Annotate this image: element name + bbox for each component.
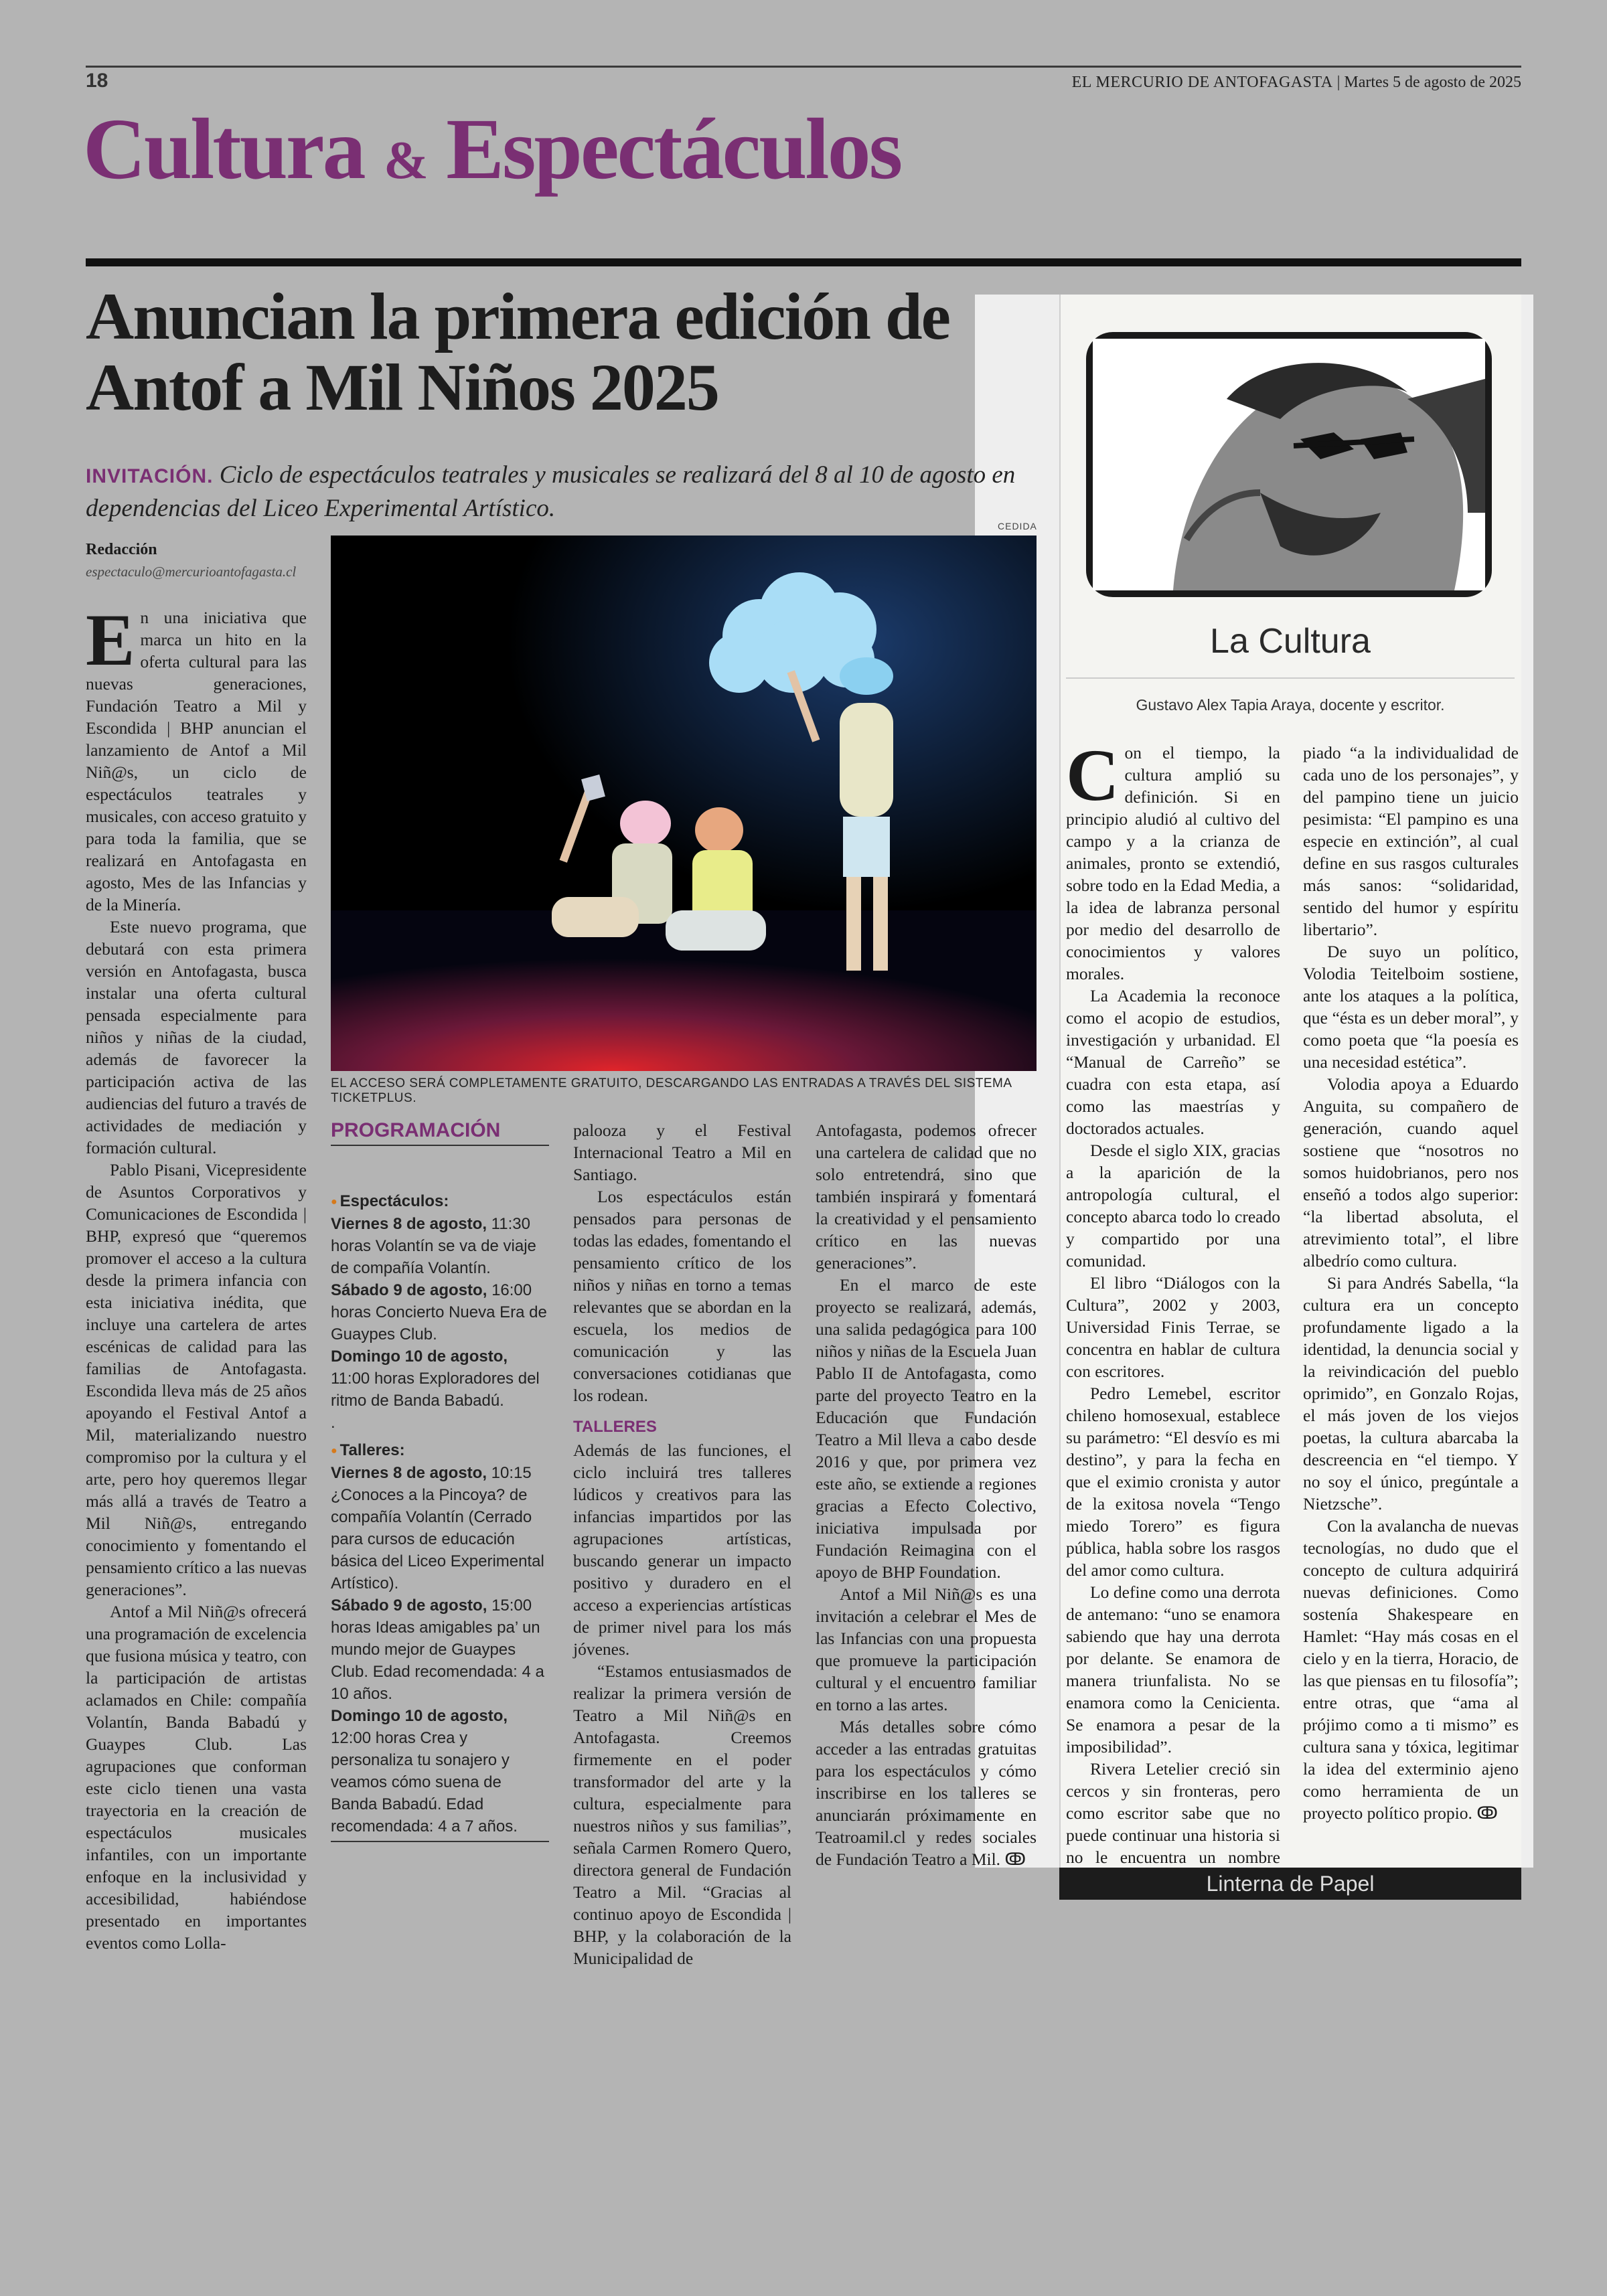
article-paragraph: Antofagasta, podemos ofrecer una cartelera de calidad que no solo entretendrá, sino que también inspirará y fomentará la creatividad y el pensamiento crítico en las nuevas generaciones”. — [816, 1121, 1037, 1273]
schedule-date: Domingo 10 de agosto, — [331, 1707, 508, 1726]
opinion-column-name: La Cultura — [1210, 622, 1371, 661]
separator-dot: . — [331, 1414, 335, 1432]
opinion-paragraph: Rivera Letelier creció sin cercos y sin fronteras, pero como escritor sabe que no puede continuar una historia si no le encuentra un nombre — [1066, 1759, 1280, 1867]
schedule-item — [331, 1705, 549, 1837]
article-photo — [331, 536, 1037, 1071]
espectaculos-heading: ● Espectáculos: — [331, 1190, 549, 1213]
article-paragraph: Más detalles sobre cómo acceder a las entradas gratuitas para los espectáculos y cómo inscribirse en los talleres se anunciarán próximamente en Teatroamil.cl y redes sociales de Fundación Teatro a Mil. ↂ — [816, 1717, 1037, 1869]
schedule-item — [331, 1462, 549, 1594]
article-paragraph: “Estamos entusiasmados de realizar la primera versión de Teatro a Mil Niñ@s en Antofagasta. Creemos firmemente en el poder transformador del arte y la cultura, especialmente para nuestros niños y sus familias”, señala Carmen Romero Quero, directora general de Fundación Teatro a Mil. “Gracias al continuo apoyo de Escondida | BHP, y la colaboración de la Municipalidad de — [573, 1661, 791, 1968]
schedule-item — [331, 1345, 549, 1412]
opinion-paragraph: Pedro Lemebel, escritor chileno homosexual, establece su parámetro: “El desvío es mi destino”, y para la fecha en que el eximio cronista y autor de la exitosa novela “Tengo miedo Torero” es figura pública, habla sobre los rasgos del amor como cultura. — [1066, 1384, 1280, 1580]
newspaper-masthead — [1072, 74, 1521, 92]
article-column-1 — [86, 599, 307, 1953]
byline: Redacción — [86, 541, 157, 558]
schedule-date: Viernes 8 de agosto, — [331, 1464, 487, 1483]
issue-date: Martes 5 de agosto de 2025 — [1344, 74, 1521, 91]
schedule-description: 11:30 horas Volantín se va de viaje de compañía Volantín. — [331, 1215, 536, 1278]
opinion-paragraph: Volodia apoya a Eduardo Anguita, su compañero de generación, cuando aquel sostiene que “nosotros no somos huidobrianos, pero nos enseñó a todos algo superior: “la libertad absoluta, el atrevimiento total”, el libre albedrío como cultura. — [1303, 1074, 1519, 1270]
section-title-part1: Cultura — [83, 101, 364, 197]
section-title-amp: & — [384, 131, 427, 190]
schedule-description: 10:15 ¿Conoces a la Pincoya? de compañía Volantín (Cerrado para cursos de educación básica del Liceo Experimental Artístico). — [331, 1464, 544, 1593]
opinion-paragraph — [1066, 734, 1280, 985]
section-title — [83, 99, 901, 199]
lead-kicker: INVITACIÓN. — [86, 465, 214, 487]
schedule-description: 11:00 horas Exploradores del ritmo de Banda Babadú. — [331, 1370, 540, 1410]
programacion-title: PROGRAMACIÓN — [331, 1119, 501, 1141]
talleres-heading: ● Talleres: — [331, 1439, 549, 1462]
author-portrait-illustration — [1093, 339, 1485, 590]
masthead-separator: | — [1336, 74, 1345, 91]
talleres-subhead: TALLERES — [573, 1418, 657, 1436]
programacion-rule-top — [331, 1145, 549, 1146]
section-rule — [86, 258, 1521, 266]
opinion-rule — [1066, 677, 1515, 679]
schedule-date: Sábado 9 de agosto, — [331, 1281, 487, 1300]
article-paragraph: En el marco de este proyecto se realizará, además, una salida pedagógica para 100 niños y niñas de la Escuela Juan Pablo II de Antofagasta, como parte del proyecto Teatro en la Educación que Fundación Teatro a Mil lleva a cabo desde 2016 y que, por primera vez este año, se extiende a regiones gracias a Efecto Colectivo, iniciativa impulsada por Fundación Reimagina con el apoyo de BHP Foundation. — [816, 1275, 1037, 1582]
programacion-rule-bottom — [331, 1841, 549, 1842]
newspaper-name: EL MERCURIO DE ANTOFAGASTA — [1071, 74, 1333, 91]
article-paragraph: Antof a Mil Niñ@s ofrecerá una programación de excelencia que fusiona música y teatro, con la participación de artistas aclamados en Chile: compañía Volantín, Banda Babadú y Guaypes Club. Las agrupaciones que conforman este ciclo tienen una vasta trayectoria en la creación de espectáculos musicales infantiles, con un importante enfoque en la inclusividad y accesibilidad, habiéndose presentado en importantes eventos como Lolla- — [86, 1602, 307, 1953]
schedule-item — [331, 1279, 549, 1345]
paragraph-text: n una iniciativa que marca un hito en la oferta cultural para las nuevas generaciones, Fundación Teatro a Mil y Escondida | BHP anuncian el lanzamiento de Antof a Mil Niñ@s, un ciclo de espectáculos teatrales y musicales, con acceso gratuito y para toda la familia, que se realizará en Antofagasta en agosto, Mes de las Infancias y de la Minería. — [86, 608, 307, 914]
opinion-column-1 — [1066, 734, 1280, 1867]
opinion-paragraph: De suyo un político, Volodia Teitelboim sostiene, ante los ataques a la política, que “ésta es un deber moral”, y como poeta que “la poesía es una necesidad estética”. — [1303, 942, 1519, 1072]
article-paragraph: Este nuevo programa, que debutará con esta primera versión en Antofagasta, busca instalar una oferta cultural pensada especialmente para niños y niñas de la ciudad, además de favorecer la participación activa de las audiencias del futuro a través de actividades de mediación y formación cultural. — [86, 917, 307, 1157]
photo-credit: CEDIDA — [998, 521, 1037, 531]
opinion-paragraph: piado “a la individualidad de cada uno de los personajes”, y del pampino tiene un juicio pesimista: “El pampino es una especie en extinción”, al cual define en sus rasgos culturales más sanos: “solidaridad, sentido del humor y espíritu libertario”. — [1303, 743, 1519, 939]
schedule-description: 16:00 horas Concierto Nueva Era de Guaypes Club. — [331, 1281, 547, 1344]
programacion-box — [331, 1185, 549, 1837]
article-paragraph: Además de las funciones, el ciclo incluirá tres talleres lúdicos y creativos para las infancias impartidos por las agrupaciones artísticas, buscando generar un impacto positivo y duradero en el acceso a experiencias artísticas de primer nivel para los más jóvenes. — [573, 1441, 791, 1659]
article-paragraph: Los espectáculos están pensados para personas de todas las edades, fomentando el pensamiento crítico de los niños y niñas en torno a temas relevantes que se abordan en la escuela, los medios de comunicación y las conversaciones cotidianas que los rodean. — [573, 1187, 791, 1405]
drop-cap: C — [1066, 734, 1120, 816]
article-column-3 — [573, 1119, 791, 1968]
author-portrait — [1086, 332, 1492, 597]
paragraph-text: on el tiempo, la cultura amplió su definición. Si en principio aludió al cultivo del campo y a la crianza de animales, pronto se extendió, sobre todo en la Edad Media, a la idea de labranza personal por medio del desarrollo de conocimientos y valores morales. — [1066, 743, 1280, 983]
article-lead — [86, 459, 1037, 525]
opinion-paragraph: La Academia la reconoce como el acopio de estudios, investigación y urbanidad. El “Manual de Carreño” se cuadra con esta etapa, así como las maestrías y doctorados actuales. — [1066, 986, 1280, 1138]
article-headline: Anuncian la primera edición de Antof a Mil Niños 2025 — [86, 279, 950, 424]
opinion-footer: Linterna de Papel — [1059, 1868, 1521, 1900]
opinion-paragraph: El libro “Diálogos con la Cultura”, 2002 y 2003, Universidad Finis Terrae, se concentra en hablar de cultura con escritores. — [1066, 1273, 1280, 1381]
schedule-item — [331, 1594, 549, 1705]
photo-caption: EL ACCESO SERÁ COMPLETAMENTE GRATUITO, DESCARGANDO LAS ENTRADAS A TRAVÉS DEL SISTEMA TICKETPLUS. — [331, 1076, 1012, 1105]
opinion-paragraph: Si para Andrés Sabella, “la cultura era un concepto profundamente ligado a la identidad, la denuncia social y la reivindicación del pueblo oprimido”, en Gonzalo Rojas, el más joven de los viejos poetas, la cultura abarcaba la descreencia en “el tiempo. Y no soy el único, pregúntale a Nietzsche”. — [1303, 1273, 1519, 1513]
article-paragraph: palooza y el Festival Internacional Teatro a Mil en Santiago. — [573, 1121, 791, 1184]
top-rule — [86, 66, 1521, 68]
article-column-4 — [816, 1119, 1037, 1906]
schedule-item — [331, 1213, 549, 1279]
article-paragraph: Antof a Mil Niñ@s es una invitación a celebrar el Mes de las Infancias con una propuesta que promueve la participación cultural y el encuentro familiar en torno a las artes. — [816, 1584, 1037, 1714]
drop-cap: E — [86, 599, 135, 681]
lead-text: Ciclo de espectáculos teatrales y musicales se realizará del 8 al 10 de agosto en dependencias del Liceo Experimental Artístico. — [86, 461, 1016, 522]
schedule-description: 15:00 horas Ideas amigables pa’ un mundo mejor de Guaypes Club. Edad recomendada: 4 a 10 años. — [331, 1596, 544, 1704]
stage-performance-image — [331, 536, 1037, 1071]
opinion-author: Gustavo Alex Tapia Araya, docente y escritor. — [1136, 696, 1445, 714]
schedule-date: Domingo 10 de agosto, — [331, 1347, 508, 1366]
schedule-date: Viernes 8 de agosto, — [331, 1215, 487, 1234]
opinion-paragraph: Con la avalancha de nuevas tecnologías, no dudo que el concepto de cultura adquirirá nuevas definiciones. Como sostenía Shakespeare en Hamlet: “Hay más cosas en el cielo y en la tierra, Horacio, de las que piensas en tu filosofía”; entre otras, que “ama al prójimo como a ti mismo” es cultura sana y tóxica, legitimar la idea del exterminio ajeno como herramienta de un proyecto político propio. ↂ — [1303, 1516, 1519, 1823]
article-paragraph — [86, 599, 307, 916]
schedule-description: 12:00 horas Crea y personaliza tu sonajero y veamos cómo suena de Banda Babadú. Edad recomendada: 4 a 7 años. — [331, 1729, 518, 1836]
byline-email[interactable]: espectaculo@mercurioantofagasta.cl — [86, 564, 297, 580]
section-title-part2: Espectáculos — [446, 101, 901, 197]
schedule-date: Sábado 9 de agosto, — [331, 1596, 487, 1615]
opinion-paragraph: Lo define como una derrota de antemano: “uno se enamora sabiendo que hay una derrota por delante. Se enamora de manera triunfalista. No se enamora como la Cenicienta. Se enamora a pesar de la imposibilidad”. — [1066, 1582, 1280, 1756]
article-paragraph: Pablo Pisani, Vicepresidente de Asuntos Corporativos y Comunicaciones de Escondida | BHP, expresó que “queremos promover el acceso a la cultura desde la primera infancia con esta iniciativa inédita, que incluye una cartelera de artes escénicas de calidad para las familias de Antofagasta. Escondida lleva más de 25 años apoyando el Festival Antof a Mil, materializando nuestro compromiso por la cultura y el arte, pero hoy queremos llegar más allá a través de Teatro a Mil Niñ@s, entregando conocimiento y fomentando el pensamiento crítico a las nuevas generaciones”. — [86, 1160, 307, 1599]
opinion-column-2 — [1303, 742, 1519, 1839]
page-number: 18 — [86, 70, 108, 92]
opinion-paragraph: Desde el siglo XIX, gracias a la aparición de la antropología cultural, el concepto abarca todo lo creado y compartido por una comunidad. — [1066, 1141, 1280, 1270]
